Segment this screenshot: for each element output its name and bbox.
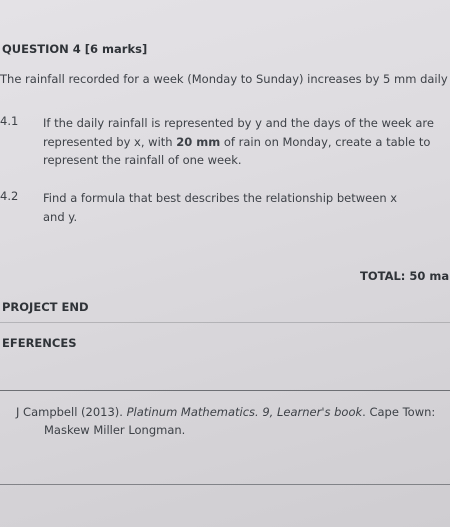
project-end-heading: PROJECT END <box>2 300 89 314</box>
question-4-2-line-1: Find a formula that best describes the relationship between x <box>43 191 398 205</box>
question-number-4-1: 4.1 <box>0 114 19 128</box>
question-4-1-line-3: represent the rainfall of one week. <box>43 153 242 167</box>
question-4-1-line-2 <box>43 133 443 152</box>
reference-title: Platinum Mathematics. 9, Learner's book <box>126 405 363 419</box>
question-4-1-line-2-start: represented by x, with <box>43 134 177 149</box>
rainfall-amount: 20 mm <box>176 134 221 149</box>
question-title: QUESTION 4 [6 marks] <box>2 42 148 56</box>
total-marks: TOTAL: 50 ma <box>360 269 450 283</box>
question-4-2-line-2: and y. <box>43 209 78 224</box>
question-4-1-line-1: If the daily rainfall is represented by y and the days of the week are <box>43 116 434 130</box>
divider-line <box>0 390 450 391</box>
divider-line <box>0 484 450 485</box>
reference-author: J Campbell (2013). <box>16 405 127 419</box>
references-heading: EFERENCES <box>2 336 77 350</box>
question-text-4-2 <box>43 189 443 226</box>
reference-publisher: Maskew Miller Longman. <box>44 423 186 437</box>
divider-line <box>0 322 450 323</box>
question-number-4-2: 4.2 <box>0 189 19 203</box>
question-intro: The rainfall recorded for a week (Monday to Sunday) increases by 5 mm daily <box>0 72 448 86</box>
reference-entry <box>16 403 435 439</box>
question-text-4-1 <box>43 114 443 170</box>
question-4-1-line-2-end: of rain on Monday, create a table to <box>220 134 431 149</box>
reference-publisher-start: . Cape Town: <box>362 405 436 419</box>
